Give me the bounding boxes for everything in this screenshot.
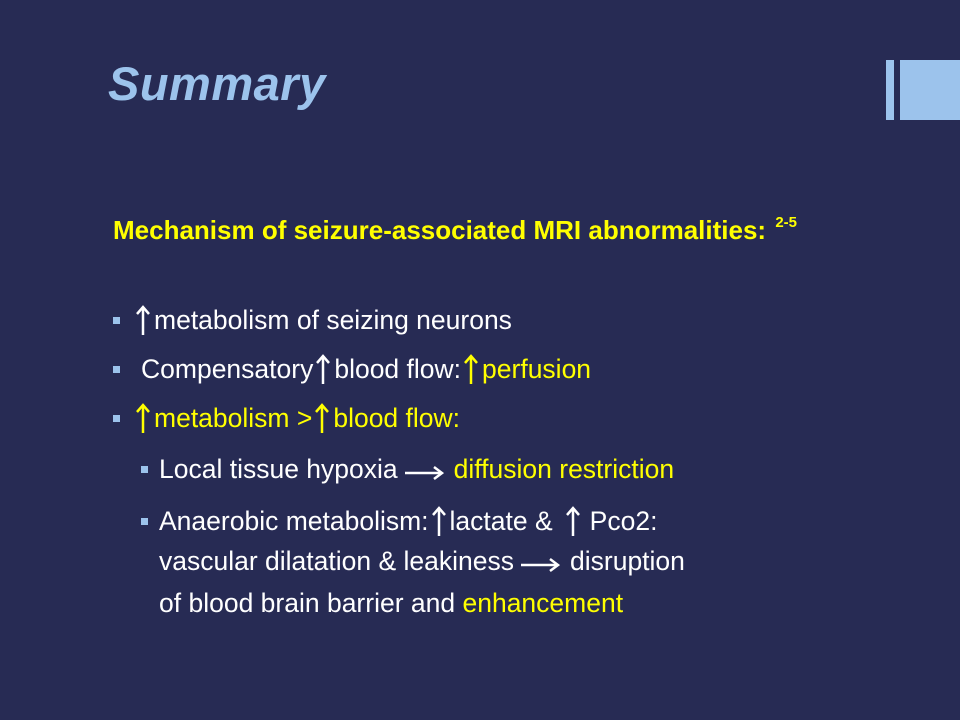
bullet-text: vascular dilatation & leakiness [159, 546, 514, 576]
bullet-text: Local tissue hypoxia [159, 454, 398, 484]
highlight-text: enhancement [462, 588, 624, 618]
square-bullet-icon [113, 317, 120, 324]
up-arrow-icon [565, 505, 581, 537]
highlight-text: diffusion restriction [453, 454, 675, 484]
bullet-text: Compensatory [141, 354, 314, 384]
logo-block [900, 60, 960, 120]
plus-logo-icon [886, 60, 960, 120]
right-arrow-icon [520, 545, 560, 577]
highlight-text: perfusion [482, 354, 592, 384]
right-arrow-icon [404, 453, 444, 485]
up-arrow-icon [135, 304, 151, 336]
bullet-text: of blood brain barrier and [159, 588, 456, 618]
sub-bullet-item-anaerobic [141, 505, 657, 537]
slide-title: Summary [108, 57, 326, 110]
sub-bullet-item-hypoxia [141, 453, 674, 485]
bullet-item-mismatch [113, 402, 460, 434]
highlight-text: metabolism > [154, 403, 313, 433]
heading-reference: 2-5 [775, 214, 797, 231]
heading-text: Mechanism of seizure-associated MRI abnormalities: [113, 215, 767, 245]
bullet-text: blood flow: [334, 354, 462, 384]
up-arrow-icon [135, 402, 151, 434]
square-bullet-icon [141, 466, 148, 473]
up-arrow-icon [463, 353, 479, 385]
section-heading [113, 202, 855, 251]
up-arrow-icon [314, 402, 330, 434]
sub-bullet-continuation [159, 587, 623, 619]
sub-bullet-continuation [159, 545, 685, 577]
bullet-text: Pco2: [589, 506, 658, 536]
square-bullet-icon [113, 366, 120, 373]
logo-vertical-bar [886, 60, 894, 120]
up-arrow-icon [431, 505, 447, 537]
bullet-item-metabolism [113, 304, 512, 336]
up-arrow-icon [315, 353, 331, 385]
bullet-text: Anaerobic metabolism: [159, 506, 429, 536]
highlight-text: blood flow: [333, 403, 461, 433]
bullet-text: disruption [570, 546, 685, 576]
bullet-text: lactate & [449, 506, 553, 536]
bullet-item-compensatory [113, 353, 591, 385]
square-bullet-icon [141, 518, 148, 525]
square-bullet-icon [113, 415, 120, 422]
bullet-text: metabolism of seizing neurons [154, 305, 512, 335]
